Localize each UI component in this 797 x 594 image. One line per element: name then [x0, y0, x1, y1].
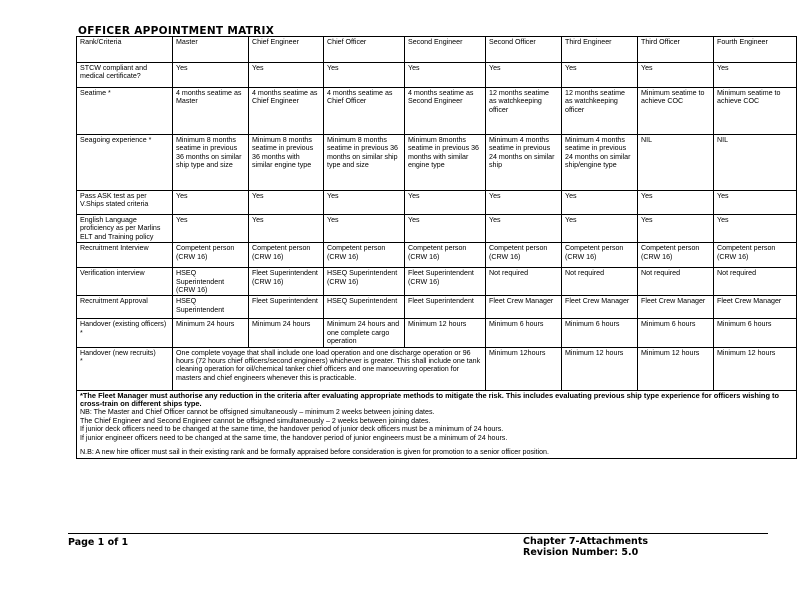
table-cell: Minimum 12 hours — [714, 347, 797, 390]
table-cell: Fleet Crew Manager — [562, 296, 638, 319]
document-title: OFFICER APPOINTMENT MATRIX — [78, 25, 275, 37]
chapter-info — [523, 536, 648, 558]
table-cell: Yes — [324, 191, 405, 215]
table-cell: Not required — [486, 268, 562, 296]
row-label: Handover (existing officers) * — [77, 319, 173, 347]
table-cell: Competent person (CRW 16) — [486, 243, 562, 268]
officer-appointment-matrix — [76, 36, 797, 459]
table-cell: Yes — [405, 215, 486, 243]
column-header: Second Engineer — [405, 37, 486, 63]
table-cell: Minimum seatime to achieve COC — [638, 88, 714, 135]
table-cell: Minimum 6 hours — [714, 319, 797, 347]
table-cell: Competent person (CRW 16) — [173, 243, 249, 268]
table-cell: Yes — [638, 191, 714, 215]
table-cell: Not required — [714, 268, 797, 296]
column-header: Third Officer — [638, 37, 714, 63]
table-cell: Yes — [249, 63, 324, 88]
table-row — [77, 191, 797, 215]
table-cell: Yes — [714, 191, 797, 215]
table-cell: Yes — [562, 191, 638, 215]
column-header: Rank/Criteria — [77, 37, 173, 63]
table-cell: Yes — [405, 63, 486, 88]
table-cell: Yes — [249, 191, 324, 215]
table-cell: Competent person (CRW 16) — [324, 243, 405, 268]
table-cell: 12 months seatime as watchkeeping officer — [486, 88, 562, 135]
table-row — [77, 347, 797, 390]
notes-row — [77, 390, 797, 458]
note-line: If junior engineer officers need to be changed at the same time, the handover period of junior engineers must be a minimum of 24 hours. — [80, 433, 508, 442]
table-cell: Not required — [562, 268, 638, 296]
table-cell: Yes — [486, 63, 562, 88]
table-cell: Competent person (CRW 16) — [562, 243, 638, 268]
row-label: Handover (new recruits) * — [77, 347, 173, 390]
table-cell: Yes — [249, 215, 324, 243]
table-cell: Minimum 6 hours — [638, 319, 714, 347]
table-cell: Yes — [173, 63, 249, 88]
chapter-title: Chapter 7-Attachments — [523, 536, 649, 547]
table-cell: Minimum 24 hours — [173, 319, 249, 347]
table-cell: HSEQ Superintendent (CRW 16) — [173, 268, 249, 296]
column-header: Fourth Engineer — [714, 37, 797, 63]
note-line: If junior deck officers need to be changed at the same time, the handover period of junior deck officers must be a minimum of 24 hours. — [80, 425, 504, 434]
table-cell: Minimum 6 hours — [562, 319, 638, 347]
row-label: Verification interview — [77, 268, 173, 296]
table-cell: Minimum 24 hours and one complete cargo operation — [324, 319, 405, 347]
table-cell: Yes — [714, 63, 797, 88]
table-cell: Fleet Superintendent — [249, 296, 324, 319]
table-cell: Yes — [486, 215, 562, 243]
table-row — [77, 268, 797, 296]
table-row — [77, 296, 797, 319]
row-label: Recruitment Interview — [77, 243, 173, 268]
table-row — [77, 63, 797, 88]
table-cell: Yes — [324, 215, 405, 243]
header-row — [77, 37, 797, 63]
table-cell: Minimum 12hours — [486, 347, 562, 390]
table-cell: Competent person (CRW 16) — [714, 243, 797, 268]
table-cell: Fleet Superintendent (CRW 16) — [249, 268, 324, 296]
table-cell: Minimum 8 months seatime in previous 36 months on similar ship type and size — [173, 135, 249, 191]
table-cell: Minimum 24 hours — [249, 319, 324, 347]
table-cell: Yes — [638, 63, 714, 88]
table-cell: Minimum 12 hours — [638, 347, 714, 390]
table-row — [77, 88, 797, 135]
table-cell: Yes — [562, 215, 638, 243]
table-cell: Yes — [562, 63, 638, 88]
table-cell: Minimum 12 hours — [405, 319, 486, 347]
table-cell: 12 months seatime as watchkeeping officer — [562, 88, 638, 135]
table-cell: Yes — [173, 191, 249, 215]
table-cell: Yes — [405, 191, 486, 215]
table-cell: NIL — [714, 135, 797, 191]
table-row — [77, 319, 797, 347]
table-cell: NIL — [638, 135, 714, 191]
table-cell: Fleet Crew Manager — [714, 296, 797, 319]
table-cell: 4 months seatime as Master — [173, 88, 249, 135]
table-cell: Minimum 8 months seatime in previous 36 months with similar engine type — [249, 135, 324, 191]
table-cell: Yes — [638, 215, 714, 243]
row-label: Seagoing experience * — [77, 135, 173, 191]
table-cell: 4 months seatime as Second Engineer — [405, 88, 486, 135]
note-line: NB: The Master and Chief Officer cannot be offsigned simultaneously – minimum 2 weeks between joining dates. — [80, 408, 435, 417]
table-cell: Yes — [173, 215, 249, 243]
revision-number: Revision Number: 5.0 — [523, 547, 639, 558]
table-cell: Not required — [638, 268, 714, 296]
table-cell: 4 months seatime as Chief Engineer — [249, 88, 324, 135]
column-header: Master — [173, 37, 249, 63]
table-cell: Competent person (CRW 16) — [638, 243, 714, 268]
table-row — [77, 215, 797, 243]
handover-new-recruits-text: One complete voyage that shall include one load operation and one discharge operation or 96 hours (72 hours chief officers/second engineers) whichever is greater. This shall include one tank cleaning operation for oil/chemical tanker chief officers and one manoeuvring operation for masters and chief engineers whenever this is practicable. — [173, 347, 486, 390]
table-cell: Fleet Superintendent (CRW 16) — [405, 268, 486, 296]
table-cell: Minimum 4 months seatime in previous 24 months on similar ship — [486, 135, 562, 191]
table-cell: HSEQ Superintendent — [324, 296, 405, 319]
page-number: Page 1 of 1 — [68, 537, 129, 548]
table-cell: Competent person (CRW 16) — [249, 243, 324, 268]
table-cell: Competent person (CRW 16) — [405, 243, 486, 268]
promotion-note: N.B: A new hire officer must sail in their existing rank and be formally appraised before consideration is given for promotion to a senior officer position. — [80, 448, 549, 457]
table-cell: Yes — [324, 63, 405, 88]
row-label: English Language proficiency as per Marlins ELT and Training policy — [77, 215, 173, 243]
row-label: Recruitment Approval — [77, 296, 173, 319]
table-cell: Yes — [486, 191, 562, 215]
table-row — [77, 135, 797, 191]
row-label: Seatime * — [77, 88, 173, 135]
table-cell: Minimum 4 months seatime in previous 24 months on similar ship/engine type — [562, 135, 638, 191]
table-cell: HSEQ Superintendent (CRW 16) — [324, 268, 405, 296]
column-header: Second Officer — [486, 37, 562, 63]
table-cell: 4 months seatime as Chief Officer — [324, 88, 405, 135]
table-cell: HSEQ Superintendent — [173, 296, 249, 319]
table-cell: Fleet Crew Manager — [638, 296, 714, 319]
table-cell: Minimum 6 hours — [486, 319, 562, 347]
table-cell: Minimum 8 months seatime in previous 36 months on similar ship type and size — [324, 135, 405, 191]
column-header: Chief Engineer — [249, 37, 324, 63]
table-cell: Yes — [714, 215, 797, 243]
notes-cell — [77, 390, 797, 458]
row-label: STCW compliant and medical certificate? — [77, 63, 173, 88]
row-label: Pass ASK test as per V.Ships stated criteria — [77, 191, 173, 215]
note-line: The Chief Engineer and Second Engineer cannot be offsigned simultaneously – 2 weeks between joining dates. — [80, 416, 431, 425]
table-cell: Fleet Crew Manager — [486, 296, 562, 319]
column-header: Chief Officer — [324, 37, 405, 63]
table-cell: Minimum 8months seatime in previous 36 months with similar engine type — [405, 135, 486, 191]
table-cell: Fleet Superintendent — [405, 296, 486, 319]
table-cell: Minimum seatime to achieve COC — [714, 88, 797, 135]
column-header: Third Engineer — [562, 37, 638, 63]
footer-divider — [68, 533, 768, 534]
table-cell: Minimum 12 hours — [562, 347, 638, 390]
table-row — [77, 243, 797, 268]
fleet-manager-note: *The Fleet Manager must authorise any reduction in the criteria after evaluating appropriate methods to mitigate the risk. This includes evaluating previous ship type experience for officers wishing to cross-train on different ships type. — [80, 390, 779, 409]
